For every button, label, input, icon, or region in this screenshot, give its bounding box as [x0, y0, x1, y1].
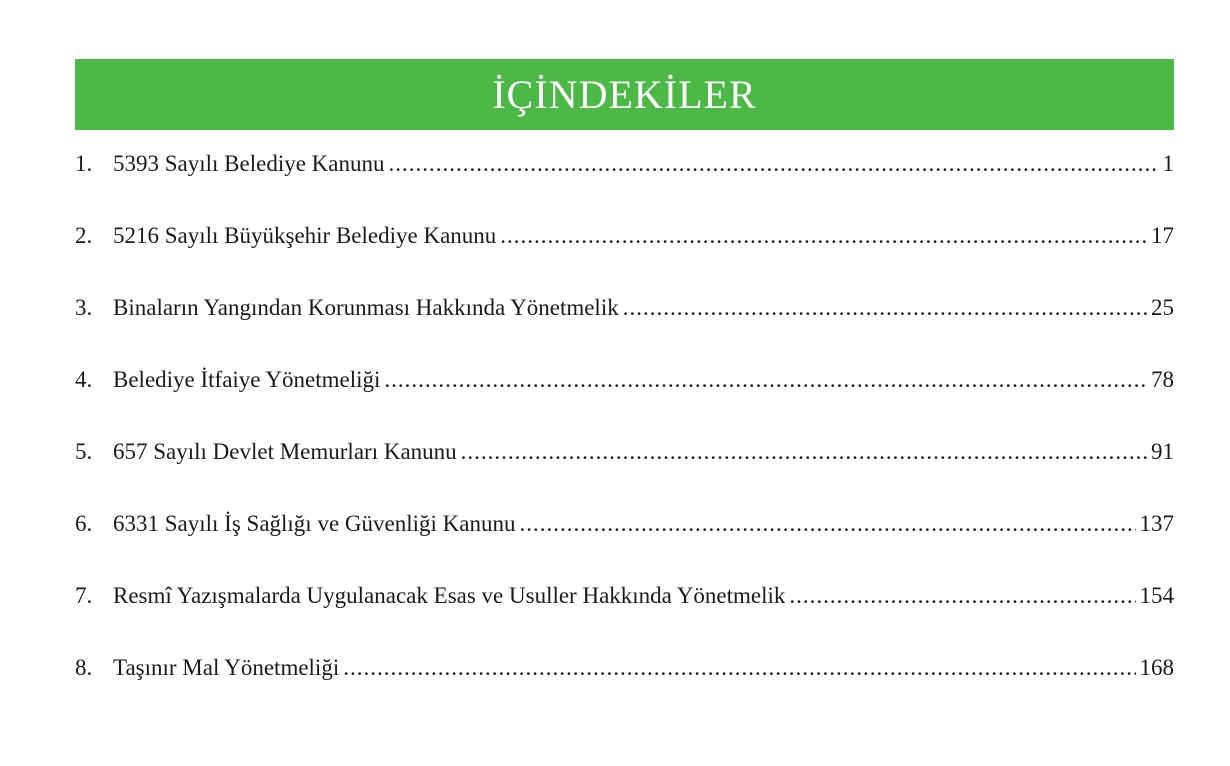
toc-entry-title: Binaların Yangından Korunması Hakkında Yönetmelik [113, 295, 619, 320]
dot-leader [519, 506, 1135, 542]
toc-entry[interactable] [75, 290, 1174, 362]
toc-entry-number: 3. [75, 295, 93, 320]
toc-entry-title: 6331 Sayılı İş Sağlığı ve Güvenliği Kanunu [113, 511, 516, 536]
toc-entry[interactable] [75, 506, 1174, 578]
toc-entry-page: 17 [1151, 223, 1174, 248]
toc-entry-title: 657 Sayılı Devlet Memurları Kanunu [113, 439, 457, 464]
toc-entry-number: 8. [75, 655, 93, 680]
toc-entry[interactable] [75, 218, 1174, 290]
toc-entry-number: 4. [75, 367, 93, 392]
toc-entry-number: 5. [75, 439, 93, 464]
toc-entry-number: 2. [75, 223, 93, 248]
dot-leader [384, 362, 1147, 398]
toc-entry-number: 7. [75, 583, 93, 608]
toc-entry-page: 168 [1139, 655, 1174, 680]
dot-leader [461, 434, 1147, 470]
toc-entry-page: 25 [1151, 295, 1174, 320]
table-of-contents [75, 146, 1174, 722]
toc-entry-page: 1 [1162, 151, 1174, 176]
toc-entry-title: Resmî Yazışmalarda Uygulanacak Esas ve Usuller Hakkında Yönetmelik [113, 583, 786, 608]
dot-leader [500, 218, 1147, 254]
toc-entry[interactable] [75, 578, 1174, 650]
dot-leader [789, 578, 1135, 614]
dot-leader [389, 146, 1159, 182]
toc-entry-number: 6. [75, 511, 93, 536]
toc-entry-page: 78 [1151, 367, 1174, 392]
toc-entry[interactable] [75, 434, 1174, 506]
toc-entry-number: 1. [75, 151, 93, 176]
page-title: İÇİNDEKİLER [492, 71, 757, 117]
toc-header-band [75, 59, 1174, 130]
toc-entry-page: 91 [1151, 439, 1174, 464]
toc-entry-title: 5216 Sayılı Büyükşehir Belediye Kanunu [113, 223, 497, 248]
toc-entry[interactable] [75, 650, 1174, 722]
toc-entry-title: 5393 Sayılı Belediye Kanunu [113, 151, 385, 176]
toc-entry-title: Taşınır Mal Yönetmeliği [113, 655, 340, 680]
toc-entry-title: Belediye İtfaiye Yönetmeliği [113, 367, 381, 392]
toc-entry[interactable] [75, 362, 1174, 434]
toc-entry-page: 154 [1139, 583, 1174, 608]
dot-leader [343, 650, 1135, 686]
toc-entry-page: 137 [1139, 511, 1174, 536]
dot-leader [623, 290, 1147, 326]
toc-entry[interactable] [75, 146, 1174, 218]
